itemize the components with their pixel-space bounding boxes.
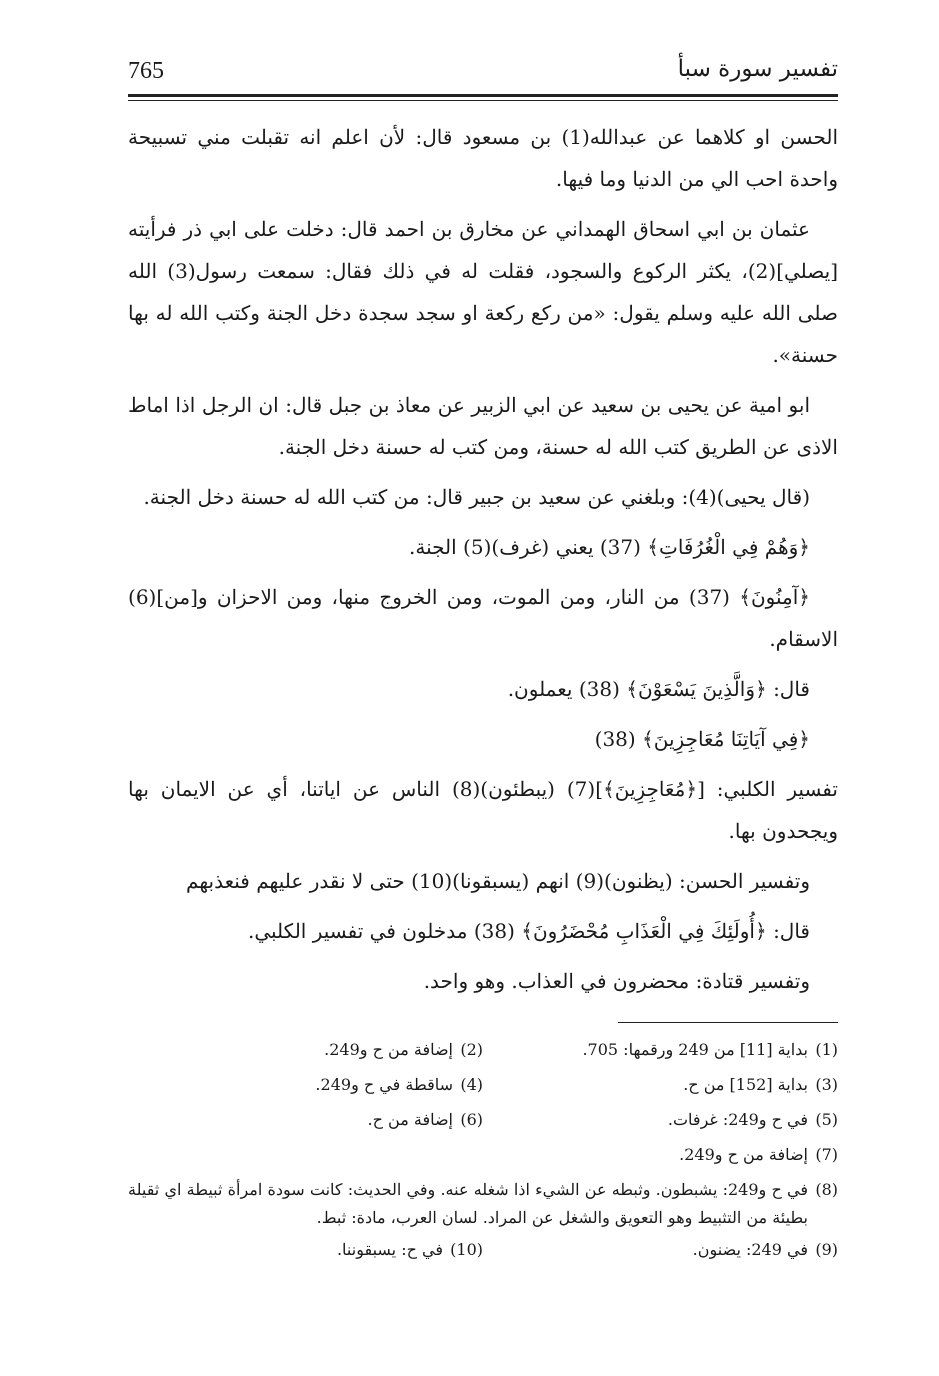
footnote-text: في 249: يضنون. [692,1240,808,1259]
paragraph: ابو امية عن يحيى بن سعيد عن ابي الزبير عن معاذ بن جبل قال: ان الرجل اذا اماط الاذى عن الطريق كتب الله له حسنة، ومن كتب له حسنة دخل الجنة. [128,393,838,459]
footnote-text: في ح: يسبقوننا. [336,1240,443,1259]
footnote-row [128,1232,838,1267]
footnote-number: (7) [815,1145,838,1164]
footnote [483,1032,838,1067]
footnote-number: (1) [815,1040,838,1059]
footnote [128,1032,483,1067]
footnote [128,1102,483,1137]
footnote [483,1137,838,1172]
footnote [128,1067,483,1102]
paragraph: وتفسير قتادة: محضرون في العذاب. وهو واحد. [423,969,810,993]
footnote-text: بداية [11] من 249 ورقمها: 705. [582,1040,808,1059]
footnote [128,1232,483,1267]
paragraph: وتفسير الحسن: (يظنون)(9) انهم (يسبقونا)(10) حتى لا نقدر عليهم فنعذبهم [186,869,810,893]
footnote-text: في ح و249: غرفات. [667,1110,808,1129]
running-title: تفسير سورة سبأ [677,56,838,82]
footnote-number: (10) [450,1240,483,1259]
footnote-text: بداية [152] من ح. [683,1075,808,1094]
quran-verse-paragraph: ﴿وَهُمْ فِي الْغُرُفَاتِ﴾ (37) يعني (غرف)(5) الجنة. [409,535,810,559]
footnote-row [128,1172,838,1232]
header-rule-thick [128,94,838,97]
footnote-row [128,1137,838,1172]
footnote-row [128,1067,838,1102]
footnote-text: إضافة من ح و249. [324,1040,453,1059]
footnote-separator [618,1022,838,1023]
footnote-number: (9) [815,1240,838,1259]
footnote-row [128,1102,838,1137]
footnote-text: إضافة من ح و249. [679,1145,808,1164]
footnote [483,1102,838,1137]
quran-verse-paragraph: قال: ﴿أُولَئِكَ فِي الْعَذَابِ مُحْضَرُونَ﴾ (38) مدخلون في تفسير الكلبي. [247,919,810,943]
header-rule-thin [128,100,838,101]
footnote [483,1067,838,1102]
paragraph: الحسن او كلاهما عن عبدالله(1) بن مسعود قال: لأن اعلم انه تقبلت مني تسبيحة واحدة احب الي من الدنيا وما فيها. [128,125,839,191]
footnote-number: (3) [815,1075,838,1094]
footnote-text: ساقطة في ح و249. [315,1075,453,1094]
page-header [128,52,838,92]
footnote-text: في ح و249: يشبطون. وثبطه عن الشيء اذا شغله عنه. وفي الحديث: كانت سودة امرأة ثبيطة اي ثقيلة بطيئة من التثبيط وهو التعويق والشغل عن المراد. لسان العرب، مادة: ثبط. [128,1180,808,1227]
quran-verse-paragraph: قال: ﴿وَالَّذِينَ يَسْعَوْنَ﴾ (38) يعملون. [507,677,810,701]
footnote-number: (8) [815,1180,838,1199]
footnote-number: (5) [815,1110,838,1129]
footnote [128,1176,838,1232]
footnotes [128,1032,838,1267]
footnote-number: (4) [460,1075,483,1094]
quran-verse-paragraph: ﴿آمِنُونَ﴾ (37) من النار، ومن الموت، ومن الخروج منها، ومن الاحزان و[من](6) الاسقام. [128,585,838,651]
paragraph: عثمان بن ابي اسحاق الهمداني عن مخارق بن احمد قال: دخلت على ابي ذر فرأيته [يصلي](2)، يكثر الركوع والسجود، فقلت له في ذلك فقال: سمعت رسول(3) الله صلى الله عليه وسلم يقول: «من ركع ركعة او سجد سجدة دخل الجنة وكتب الله له بها حسنة». [128,217,839,367]
footnote [483,1232,838,1267]
paragraph: (قال يحيى)(4): وبلغني عن سعيد بن جبير قال: من كتب الله له حسنة دخل الجنة. [143,485,810,509]
page-number: 765 [128,58,164,84]
footnote-text: إضافة من ح. [367,1110,453,1129]
main-text [128,116,838,1010]
footnote-number: (2) [460,1040,483,1059]
footnote-row [128,1032,838,1067]
quran-verse-paragraph: ﴿فِي آيَاتِنَا مُعَاجِزِينَ﴾ (38) [594,727,810,751]
footnote-number: (6) [460,1110,483,1129]
paragraph: تفسير الكلبي: [﴿مُعَاجِزِينَ﴾](7) (يبطئون)(8) الناس عن اياتنا، أي عن الايمان بها ويجحدون بها. [128,777,838,843]
